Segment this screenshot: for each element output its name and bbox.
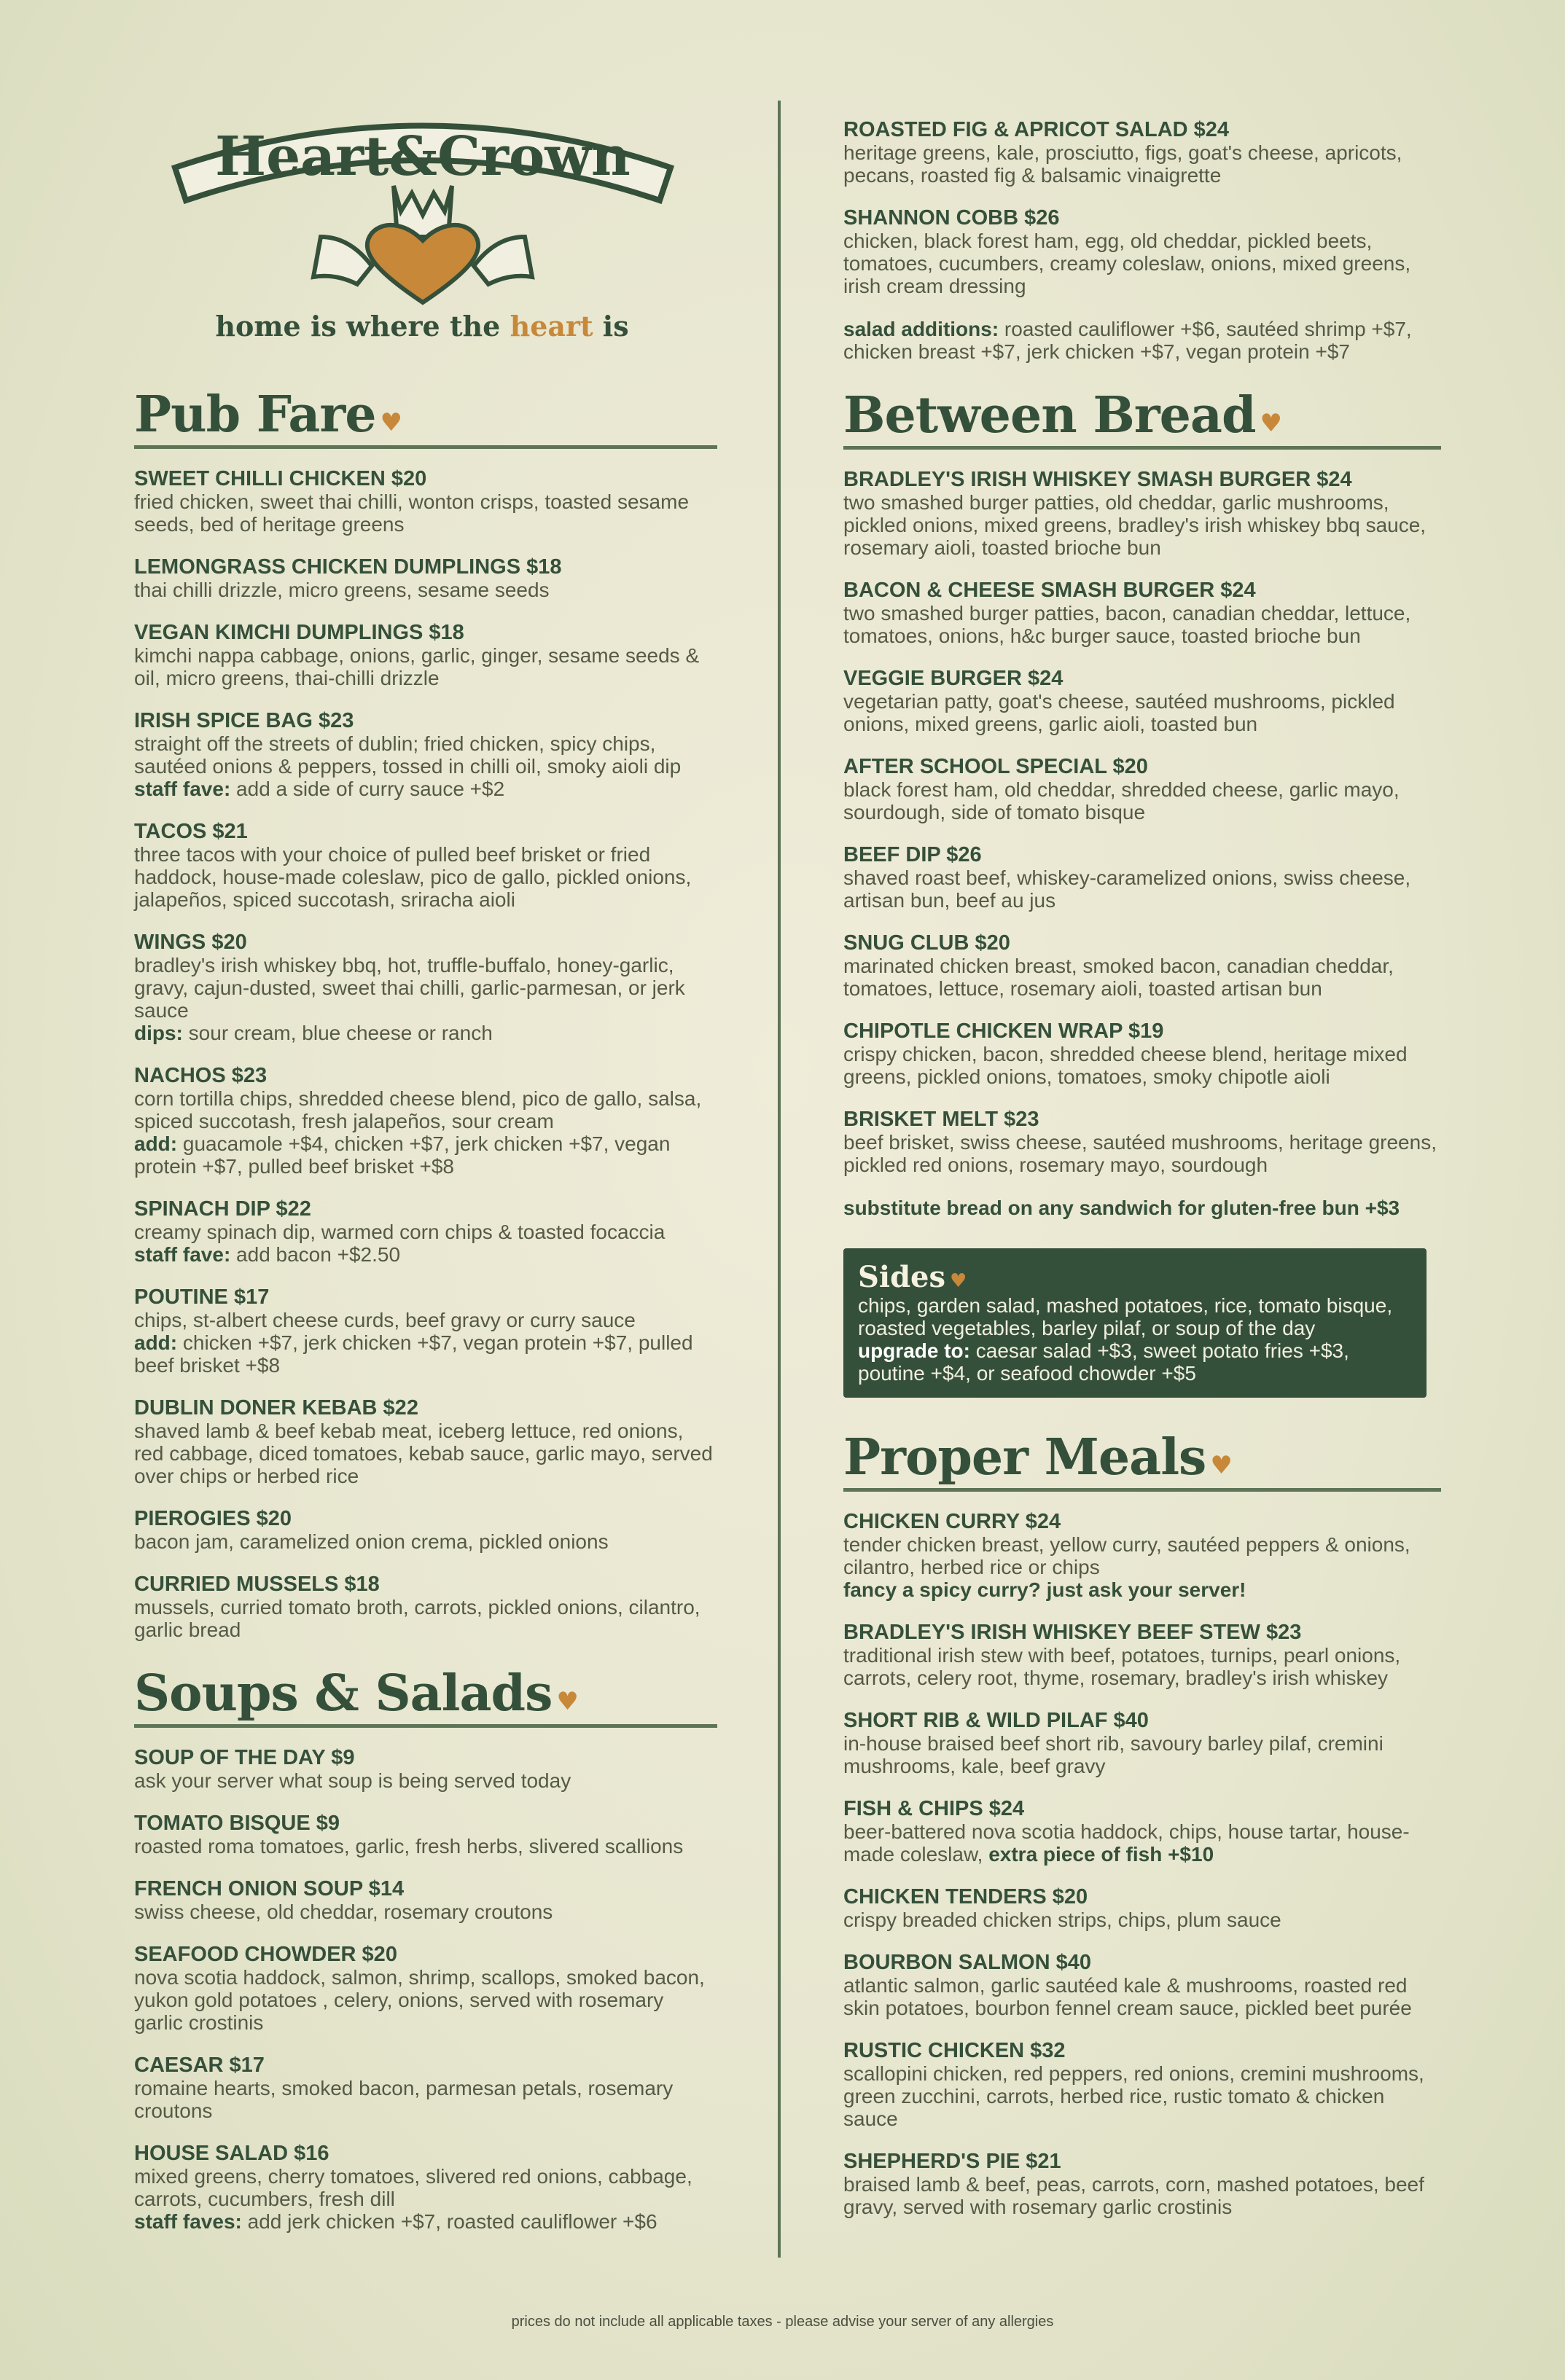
menu-item: [134, 468, 717, 536]
menu-item-description: [134, 2165, 717, 2210]
sides-title-text: Sides: [858, 1260, 946, 1294]
menu-item: [843, 1020, 1441, 1088]
menu-item-extra-text: guacamole +$4, chicken +$7, jerk chicken +$7, vegan protein +$7, pulled beef brisket +$8: [134, 1132, 671, 1178]
menu-item-name: SEAFOOD CHOWDER $20: [134, 1943, 397, 1966]
menu-item-extra: [843, 1578, 1441, 1601]
menu-item-extra-label: extra piece of fish +$10: [983, 1843, 1214, 1866]
salad-additions-text: roasted cauliflower +$6, sautéed shrimp +$7, chicken breast +$7, jerk chicken +$7, vegan protein +$7: [843, 318, 1412, 363]
menu-item: [843, 844, 1441, 912]
menu-item-description-text: roasted roma tomatoes, garlic, fresh herbs, slivered scallions: [134, 1835, 684, 1858]
menu-item-description-text: romaine hearts, smoked bacon, parmesan petals, rosemary croutons: [134, 2077, 674, 2122]
footer-disclaimer: prices do not include all applicable taxes - please advise your server of any allergies: [511, 2314, 1054, 2330]
menu-item: [843, 1621, 1441, 1689]
menu-item-description-text: scallopini chicken, red peppers, red onions, cremini mushrooms, green zucchini, carrots, herbed rice, rustic tomato & chicken sauce: [843, 2062, 1424, 2130]
menu-item: [843, 1886, 1441, 1931]
section-rule: [134, 445, 717, 449]
menu-item-description-text: ask your server what soup is being served today: [134, 1769, 571, 1792]
menu-item: [134, 2142, 717, 2233]
menu-item-description-text: heritage greens, kale, prosciutto, figs, goat's cheese, apricots, pecans, roasted fig & balsamic vinaigrette: [843, 141, 1402, 187]
menu-item-description: [134, 1087, 717, 1132]
menu-item-description: [134, 1835, 717, 1858]
menu-item-description-text: shaved roast beef, whiskey-caramelized onions, swiss cheese, artisan bun, beef au jus: [843, 866, 1411, 912]
menu-item-name: TOMATO BISQUE $9: [134, 1812, 340, 1835]
menu-item-description: [843, 230, 1441, 297]
menu-item-description: [843, 1820, 1441, 1866]
menu-item-description-text: atlantic salmon, garlic sautéed kale & mushrooms, roasted red skin potatoes, bourbon fennel cream sauce, pickled beet purée: [843, 1974, 1412, 2019]
menu-item: [843, 1710, 1441, 1777]
heart-and-crown-logo: [138, 91, 707, 346]
heart-icon: ♥: [1210, 1451, 1232, 1480]
menu-item-description: [843, 1909, 1441, 1931]
menu-item-extra: [134, 778, 717, 800]
menu-item-name: BOURBON SALMON $40: [843, 1951, 1091, 1974]
menu-item-extra-label: add:: [134, 1331, 178, 1354]
menu-item-name: WINGS $20: [134, 931, 247, 954]
menu-item-name: BEEF DIP $26: [843, 843, 982, 866]
proper-meals-title: [843, 1428, 1441, 1487]
menu-item-description: [134, 1901, 717, 1923]
menu-item: [134, 1065, 717, 1178]
menu-item-name: SNUG CLUB $20: [843, 931, 1010, 955]
menu-item-description: [843, 1732, 1441, 1777]
menu-item-description-text: traditional irish stew with beef, potatoes, turnips, pearl onions, carrots, celery root, thyme, rosemary, bradley's irish whiskey: [843, 1644, 1401, 1689]
menu-item-name: CHIPOTLE CHICKEN WRAP $19: [843, 1019, 1164, 1043]
menu-item-name: AFTER SCHOOL SPECIAL $20: [843, 755, 1148, 778]
soups-salads-list: [134, 1747, 717, 2233]
menu-item-description-text: beer-battered nova scotia haddock, chips, house tartar, house-made coleslaw,: [843, 1820, 1410, 1866]
menu-item: [134, 821, 717, 911]
menu-item-description: [134, 843, 717, 911]
menu-item-name: VEGGIE BURGER $24: [843, 667, 1064, 690]
menu-item-name: CHICKEN CURRY $24: [843, 1510, 1061, 1533]
section-rule: [843, 446, 1441, 450]
pub-fare-list: [134, 468, 717, 1641]
menu-item-description: [843, 1131, 1441, 1176]
menu-item: [843, 469, 1441, 559]
menu-item-description-text: bradley's irish whiskey bbq, hot, truffle-buffalo, honey-garlic, gravy, cajun-dusted, sweet thai chilli, garlic-parmesan, or jerk sauce: [134, 954, 685, 1022]
menu-item-description: [134, 2077, 717, 2122]
menu-item-description-text: fried chicken, sweet thai chilli, wonton crisps, toasted sesame seeds, bed of heritage greens: [134, 490, 690, 536]
menu-item-description: [134, 579, 717, 601]
menu-item-description: [843, 491, 1441, 559]
column-divider: [778, 101, 781, 2258]
menu-item: [843, 1798, 1441, 1866]
menu-item-description: [134, 732, 717, 778]
menu-item-description-text: tender chicken breast, yellow curry, sautéed peppers & onions, cilantro, herbed rice or chips: [843, 1533, 1410, 1578]
menu-item-description-text: braised lamb & beef, peas, carrots, corn, mashed potatoes, beef gravy, served with rosemary garlic crostinis: [843, 2173, 1424, 2218]
menu-item-extra: [134, 1132, 717, 1178]
menu-item-description-text: thai chilli drizzle, micro greens, sesame seeds: [134, 579, 550, 601]
menu-item-extra-label: fancy a spicy curry? just ask your server!: [843, 1578, 1246, 1601]
menu-item-description: [843, 955, 1441, 1000]
menu-item: [134, 1573, 717, 1641]
menu-item-extra: [134, 2210, 717, 2233]
heart-icon: ♥: [1260, 409, 1281, 438]
menu-item-description: [843, 141, 1441, 187]
proper-meals-title-text: Proper Meals: [843, 1428, 1206, 1487]
section-rule: [843, 1488, 1441, 1492]
menu-item-description-text: mussels, curried tomato broth, carrots, pickled onions, cilantro, garlic bread: [134, 1596, 700, 1641]
menu-item-extra-label: dips:: [134, 1022, 183, 1044]
menu-item: [134, 556, 717, 601]
menu-item-name: FRENCH ONION SOUP $14: [134, 1877, 405, 1901]
menu-item-description-text: crispy breaded chicken strips, chips, plum sauce: [843, 1909, 1281, 1931]
menu-item-description: [134, 954, 717, 1022]
menu-item: [134, 622, 717, 689]
proper-meals-list: [843, 1511, 1441, 2218]
menu-item-description: [843, 602, 1441, 647]
menu-item: [134, 931, 717, 1044]
menu-item: [134, 2054, 717, 2122]
menu-item-name: SHORT RIB & WILD PILAF $40: [843, 1709, 1149, 1732]
menu-item-description-text: crispy chicken, bacon, shredded cheese blend, heritage mixed greens, pickled onions, tomatoes, smoky chipotle aioli: [843, 1043, 1408, 1088]
salad-additions: [843, 318, 1441, 363]
between-bread-list: [843, 469, 1441, 1176]
menu-item-name: LEMONGRASS CHICKEN DUMPLINGS $18: [134, 555, 562, 579]
tagline: [134, 310, 710, 342]
menu-item-extra: [134, 1022, 717, 1044]
menu-item-extra-label: staff faves:: [134, 2210, 242, 2233]
menu-item-name: BACON & CHEESE SMASH BURGER $24: [843, 579, 1256, 602]
menu-item: [843, 756, 1441, 823]
menu-item-name: CURRIED MUSSELS $18: [134, 1573, 380, 1596]
menu-item: [843, 579, 1441, 647]
menu-item-description-text: swiss cheese, old cheddar, rosemary croutons: [134, 1901, 553, 1923]
menu-item-name: SHANNON COBB $26: [843, 206, 1060, 230]
menu-item-name: ROASTED FIG & APRICOT SALAD $24: [843, 118, 1230, 141]
menu-item-description-text: two smashed burger patties, old cheddar, garlic mushrooms, pickled onions, mixed greens, bradley's irish whiskey bbq sauce, rosemary aioli, toasted brioche bun: [843, 491, 1427, 559]
heart-icon: ♥: [556, 1687, 578, 1716]
menu-item-description-text: shaved lamb & beef kebab meat, iceberg lettuce, red onions, red cabbage, diced tomatoes, kebab sauce, garlic mayo, served over chips or herbed rice: [134, 1420, 713, 1487]
heart-icon: ♥: [950, 1270, 967, 1292]
menu-item-description: [843, 1043, 1441, 1088]
menu-item-extra-text: chicken +$7, jerk chicken +$7, vegan protein +$7, pulled beef brisket +$8: [134, 1331, 693, 1377]
menu-item: [843, 1108, 1441, 1176]
menu-item-description: [134, 1966, 717, 2034]
menu-item-description: [134, 1309, 717, 1331]
menu-item-description-text: three tacos with your choice of pulled beef brisket or fried haddock, house-made coleslaw, pico de gallo, pickled onions, jalapeños, spiced succotash, sriracha aioli: [134, 843, 692, 911]
menu-item: [843, 2150, 1441, 2218]
menu-item-description: [843, 690, 1441, 735]
menu-item-description: [134, 1769, 717, 1792]
menu-item-name: CHICKEN TENDERS $20: [843, 1885, 1088, 1909]
menu-item: [134, 1397, 717, 1487]
menu-item: [843, 2040, 1441, 2130]
menu-item-description-text: beef brisket, swiss cheese, sautéed mushrooms, heritage greens, pickled red onions, rosemary mayo, sourdough: [843, 1131, 1437, 1176]
menu-item-description: [134, 490, 717, 536]
sides-text: chips, garden salad, mashed potatoes, rice, tomato bisque, roasted vegetables, barley pilaf, or soup of the day: [858, 1294, 1393, 1339]
menu-item-description-text: in-house braised beef short rib, savoury barley pilaf, cremini mushrooms, kale, beef gravy: [843, 1732, 1383, 1777]
menu-item-name: SPINACH DIP $22: [134, 1197, 311, 1221]
menu-item-extra-text: sour cream, blue cheese or ranch: [182, 1022, 493, 1044]
menu-item-name: SOUP OF THE DAY $9: [134, 1746, 355, 1769]
menu-item-name: HOUSE SALAD $16: [134, 2142, 329, 2165]
salad-additions-label: salad additions:: [843, 318, 999, 340]
menu-item-description-text: two smashed burger patties, bacon, canadian cheddar, lettuce, tomatoes, onions, h&c burger sauce, toasted brioche bun: [843, 602, 1411, 647]
menu-item: [134, 1878, 717, 1923]
sides-title: [858, 1260, 1412, 1294]
menu-item-description-text: nova scotia haddock, salmon, shrimp, scallops, smoked bacon, yukon gold potatoes , celery, onions, served with rosemary garlic crostinis: [134, 1966, 705, 2034]
menu-item-name: BRISKET MELT $23: [843, 1108, 1039, 1131]
sides-upgrade-text: caesar salad +$3, sweet potato fries +$3, poutine +$4, or seafood chowder +$5: [858, 1339, 1349, 1385]
menu-item: [134, 1943, 717, 2034]
heart-icon: ♥: [380, 408, 402, 437]
menu-item: [843, 207, 1441, 297]
menu-item-description-text: vegetarian patty, goat's cheese, sautéed mushrooms, pickled onions, mixed greens, garlic aioli, toasted bun: [843, 690, 1395, 735]
menu-item-name: IRISH SPICE BAG $23: [134, 709, 354, 732]
menu-item-extra-label: add:: [134, 1132, 178, 1155]
between-bread-title: [843, 386, 1441, 445]
menu-item: [843, 932, 1441, 1000]
menu-item-description: [843, 2062, 1441, 2130]
menu-item-name: PIEROGIES $20: [134, 1507, 292, 1530]
menu-item-description-text: chips, st-albert cheese curds, beef gravy or curry sauce: [134, 1309, 636, 1331]
menu-item-description: [134, 644, 717, 689]
menu-item: [134, 1286, 717, 1377]
menu-item: [843, 1511, 1441, 1601]
pub-fare-title-text: Pub Fare: [134, 385, 376, 444]
between-bread-title-text: Between Bread: [843, 386, 1256, 445]
menu-item-name: CAESAR $17: [134, 2054, 265, 2077]
menu-item-name: SHEPHERD'S PIE $21: [843, 2150, 1061, 2173]
menu-item: [134, 1198, 717, 1266]
sides-upgrade-label: upgrade to:: [858, 1339, 970, 1362]
menu-item-description: [134, 1420, 717, 1487]
menu-item-description: [134, 1221, 717, 1243]
menu-item: [134, 1812, 717, 1858]
tagline-after: is: [593, 310, 629, 342]
menu-item-description: [843, 2173, 1441, 2218]
menu-item-extra: [134, 1243, 717, 1266]
menu-item-description-text: bacon jam, caramelized onion crema, pickled onions: [134, 1530, 609, 1553]
menu-item-description-text: marinated chicken breast, smoked bacon, canadian cheddar, tomatoes, lettuce, rosemary aioli, toasted artisan bun: [843, 955, 1394, 1000]
menu-item-name: NACHOS $23: [134, 1064, 268, 1087]
left-column: [134, 385, 717, 2253]
menu-item: [134, 710, 717, 800]
soups-salads-title-text: Soups & Salads: [134, 1664, 553, 1723]
menu-item-description-text: creamy spinach dip, warmed corn chips & toasted focaccia: [134, 1221, 666, 1243]
menu-item-extra-text: add a side of curry sauce +$2: [230, 778, 505, 800]
menu-item: [843, 668, 1441, 735]
menu-item-extra-text: add bacon +$2.50: [230, 1243, 401, 1266]
menu-item: [134, 1747, 717, 1792]
menu-item-description: [843, 778, 1441, 823]
menu-item-extra: [134, 1331, 717, 1377]
menu-item-extra-label: staff fave:: [134, 778, 231, 800]
section-rule: [134, 1724, 717, 1728]
sides-upgrade: [858, 1339, 1412, 1385]
menu-item-name: DUBLIN DONER KEBAB $22: [134, 1396, 418, 1420]
menu-item: [843, 119, 1441, 187]
menu-item-name: FISH & CHIPS $24: [843, 1797, 1025, 1820]
menu-item-description-text: straight off the streets of dublin; fried chicken, spicy chips, sautéed onions & peppers, tossed in chilli oil, smoky aioli dip: [134, 732, 682, 778]
tagline-accent: heart: [510, 310, 593, 342]
menu-item-description: [843, 866, 1441, 912]
soups-salads-title: [134, 1664, 717, 1723]
menu-item-name: POUTINE $17: [134, 1285, 270, 1309]
menu-item-name: SWEET CHILLI CHICKEN $20: [134, 467, 427, 490]
menu-item-name: BRADLEY'S IRISH WHISKEY SMASH BURGER $24: [843, 468, 1352, 491]
menu-item-description: [843, 1533, 1441, 1578]
menu-item-extra-label: staff fave:: [134, 1243, 231, 1266]
menu-item: [843, 1952, 1441, 2019]
menu-item-name: TACOS $21: [134, 820, 248, 843]
pub-fare-title: [134, 385, 717, 444]
menu-item-description-text: mixed greens, cherry tomatoes, slivered red onions, cabbage, carrots, cucumbers, fresh dill: [134, 2165, 692, 2210]
menu-item-name: RUSTIC CHICKEN $32: [843, 2039, 1066, 2062]
gluten-free-note: substitute bread on any sandwich for gluten-free bun +$3: [843, 1197, 1400, 1219]
menu-item-description-text: kimchi nappa cabbage, onions, garlic, ginger, sesame seeds & oil, micro greens, thai-chilli drizzle: [134, 644, 700, 689]
menu-item-description: [843, 1974, 1441, 2019]
menu-item-description-text: chicken, black forest ham, egg, old cheddar, pickled beets, tomatoes, cucumbers, creamy coleslaw, onions, mixed greens, irish cream dressing: [843, 230, 1411, 297]
menu-item-description-text: corn tortilla chips, shredded cheese blend, pico de gallo, salsa, spiced succotash, fresh jalapeños, sour cream: [134, 1087, 702, 1132]
sides-box: [843, 1248, 1427, 1398]
menu-item-description: [843, 1644, 1441, 1689]
menu-item-description: [134, 1530, 717, 1553]
salads-continued-list: [843, 119, 1441, 297]
logo-wordmark: Heart&Crown: [215, 125, 631, 188]
menu-item-name: BRADLEY'S IRISH WHISKEY BEEF STEW $23: [843, 1621, 1302, 1644]
menu-item-description: [134, 1596, 717, 1641]
menu-item-description-text: black forest ham, old cheddar, shredded cheese, garlic mayo, sourdough, side of tomato bisque: [843, 778, 1400, 823]
menu-item-name: VEGAN KIMCHI DUMPLINGS $18: [134, 621, 464, 644]
menu-item: [134, 1508, 717, 1553]
right-column: [843, 119, 1441, 2239]
tagline-before: home is where the: [215, 310, 510, 342]
menu-item-extra-text: add jerk chicken +$7, roasted cauliflower +$6: [241, 2210, 657, 2233]
